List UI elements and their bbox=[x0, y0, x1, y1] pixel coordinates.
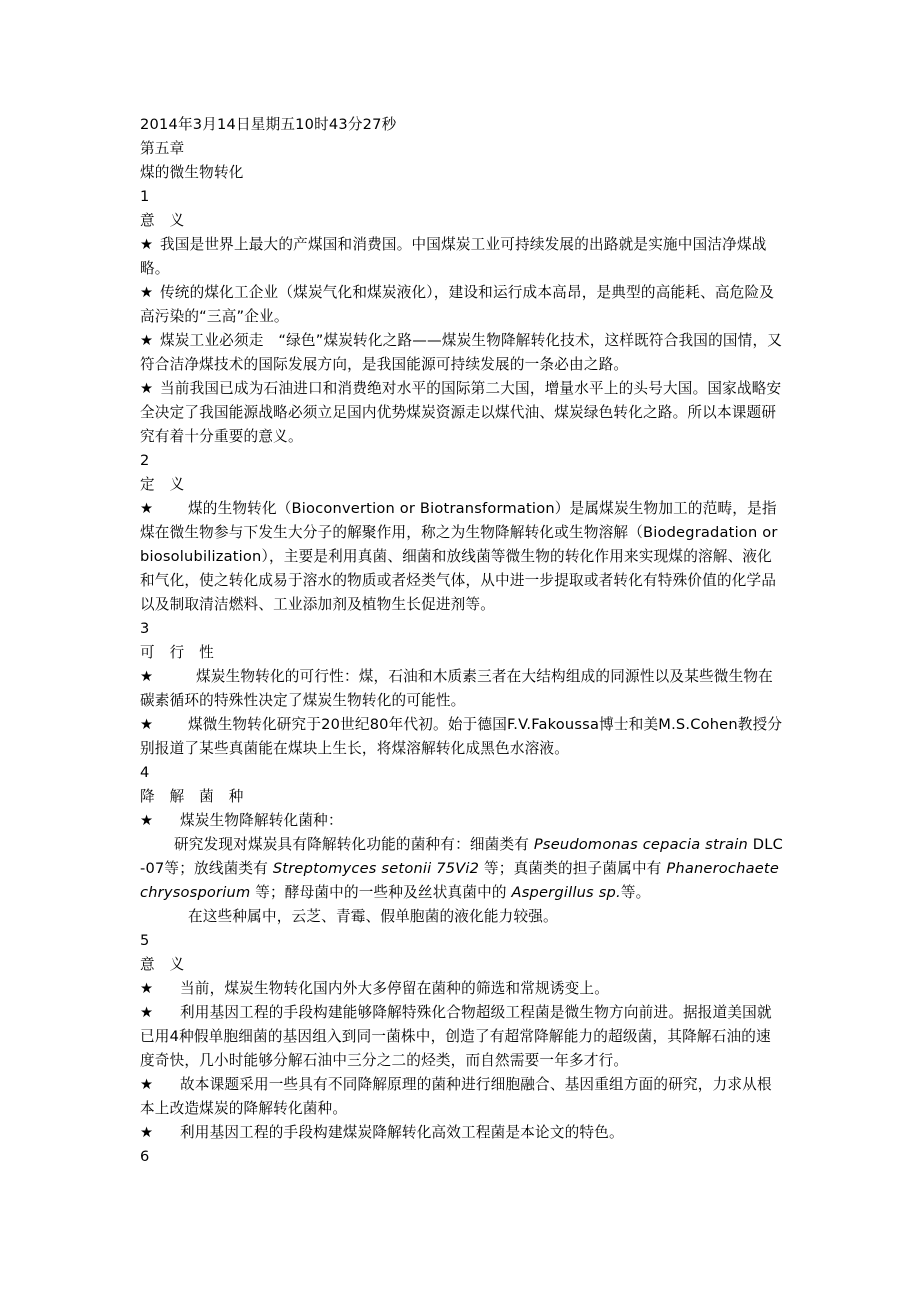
paragraph-text: 利用基因工程的手段构建能够降解特殊化合物超级工程菌是微生物方向前进。据报道美国就已用4种假单胞细菌的基因组入到同一菌株中，创造了有超常降解能力的超级菌，其降解石油的速度奇快，几小时能够分解石油中三分之二的烃类，而自然需要一年多才行。 bbox=[140, 1004, 772, 1069]
note-paragraph: 在这些种属中，云芝、青霉、假单胞菌的液化能力较强。 bbox=[188, 908, 558, 925]
species-name: Phanerochaete chrysosporium bbox=[140, 860, 784, 901]
paragraph-text: 当前，煤炭生物转化国内外大多停留在菌种的筛选和常规诱变上。 bbox=[180, 980, 610, 997]
paragraph-text: 传统的煤化工企业（煤炭气化和煤炭液化），建设和运行成本高昂，是典型的高能耗、高危险及高污染的“三高”企业。 bbox=[140, 284, 775, 325]
section-number: 3 bbox=[140, 620, 150, 637]
paragraph-text: 煤炭生物转化的可行性：煤，石油和木质素三者在大结构组成的同源性以及某些微生物在碳素循环的特殊性决定了煤炭生物转化的可能性。 bbox=[140, 668, 773, 709]
paragraph-text: 故本课题采用一些具有不同降解原理的菌种进行细胞融合、基因重组方面的研究，力求从根本上改造煤炭的降解转化菌种。 bbox=[140, 1076, 772, 1117]
bullet-paragraph bbox=[140, 281, 785, 329]
section-number: 2 bbox=[140, 452, 150, 469]
star-icon: ★ bbox=[140, 380, 154, 397]
section-number: 1 bbox=[140, 188, 150, 205]
section-heading: 定 义 bbox=[140, 476, 185, 493]
bullet-paragraph bbox=[140, 809, 785, 833]
paragraph-text: 利用基因工程的手段构建煤炭降解转化高效工程菌是本论文的特色。 bbox=[180, 1124, 624, 1141]
star-icon: ★ bbox=[140, 1004, 154, 1021]
star-icon: ★ bbox=[140, 236, 154, 253]
paragraph-text: 我国是世界上最大的产煤国和消费国。中国煤炭工业可持续发展的出路就是实施中国洁净煤战略。 bbox=[140, 236, 767, 277]
document-body bbox=[140, 113, 785, 1169]
star-icon: ★ bbox=[140, 716, 154, 733]
bullet-paragraph bbox=[140, 1001, 785, 1073]
section-number: 6 bbox=[140, 1148, 150, 1165]
star-icon: ★ bbox=[140, 284, 154, 301]
bullet-paragraph bbox=[140, 329, 785, 377]
bullet-paragraph bbox=[140, 233, 785, 281]
species-paragraph: 研究发现对煤炭具有降解转化功能的菌种有：细菌类有 Pseudomonas cepacia strain DLC-07等；放线菌类有 Streptomyces setonii 75Vi2 等；真菌类的担子菌属中有 Phanerochaete chrysosporium 等；酵母菌中的一些种及丝状真菌中的 Aspergillus sp.等。 bbox=[140, 836, 784, 901]
section-heading: 意 义 bbox=[140, 212, 185, 229]
date-line: 2014年3月14日星期五10时43分27秒 bbox=[140, 116, 397, 133]
bullet-paragraph bbox=[140, 497, 785, 617]
star-icon: ★ bbox=[140, 980, 154, 997]
paragraph-text: 煤炭工业必须走 “绿色”煤炭转化之路——煤炭生物降解转化技术，这样既符合我国的国情，又符合洁净煤技术的国际发展方向，是我国能源可持续发展的一条必由之路。 bbox=[140, 332, 783, 373]
paragraph-text: 煤的生物转化（Bioconvertion or Biotransformation）是属煤炭生物加工的范畴，是指煤在微生物参与下发生大分子的解聚作用，称之为生物降解转化或生物溶解（Biodegradation or biosolubilization），主要是利用真菌、细菌和放线菌等微生物的转化作用来实现煤的溶解、液化和气化，使之转化成易于溶水的物质或者烃类气体，从中进一步提取或者转化有特殊价值的化学品以及制取清洁燃料、工业添加剂及植物生长促进剂等。 bbox=[140, 500, 783, 613]
star-icon: ★ bbox=[140, 1124, 154, 1141]
section-heading: 降 解 菌 种 bbox=[140, 788, 244, 805]
species-name: Streptomyces setonii 75Vi2 bbox=[272, 860, 480, 877]
star-icon: ★ bbox=[140, 500, 154, 517]
section-number: 5 bbox=[140, 932, 150, 949]
bullet-paragraph bbox=[140, 977, 785, 1001]
section-heading: 可 行 性 bbox=[140, 644, 214, 661]
star-icon: ★ bbox=[140, 668, 154, 685]
bullet-paragraph bbox=[140, 713, 785, 761]
bullet-paragraph bbox=[140, 1121, 785, 1145]
bullet-paragraph bbox=[140, 377, 785, 449]
section-heading: 意 义 bbox=[140, 956, 185, 973]
chapter-label: 第五章 bbox=[140, 140, 185, 157]
section-number: 4 bbox=[140, 764, 150, 781]
paragraph-text: 煤微生物转化研究于20世纪80年代初。始于德国F.V.Fakoussa博士和美M.S.Cohen教授分别报道了某些真菌能在煤块上生长，将煤溶解转化成黑色水溶液。 bbox=[140, 716, 783, 757]
bullet-paragraph bbox=[140, 665, 785, 713]
star-icon: ★ bbox=[140, 332, 154, 349]
star-icon: ★ bbox=[140, 1076, 154, 1093]
paragraph-text: 煤炭生物降解转化菌种： bbox=[180, 812, 343, 829]
species-name: Aspergillus sp. bbox=[511, 884, 621, 901]
star-icon: ★ bbox=[140, 812, 154, 829]
bullet-paragraph bbox=[140, 1073, 785, 1121]
species-name: Pseudomonas cepacia strain bbox=[533, 836, 748, 853]
chapter-title: 煤的微生物转化 bbox=[140, 164, 244, 181]
paragraph-text: 当前我国已成为石油进口和消费绝对水平的国际第二大国，增量水平上的头号大国。国家战略安全决定了我国能源战略必须立足国内优势煤炭资源走以煤代油、煤炭绿色转化之路。所以本课题研究有着十分重要的意义。 bbox=[140, 380, 782, 445]
